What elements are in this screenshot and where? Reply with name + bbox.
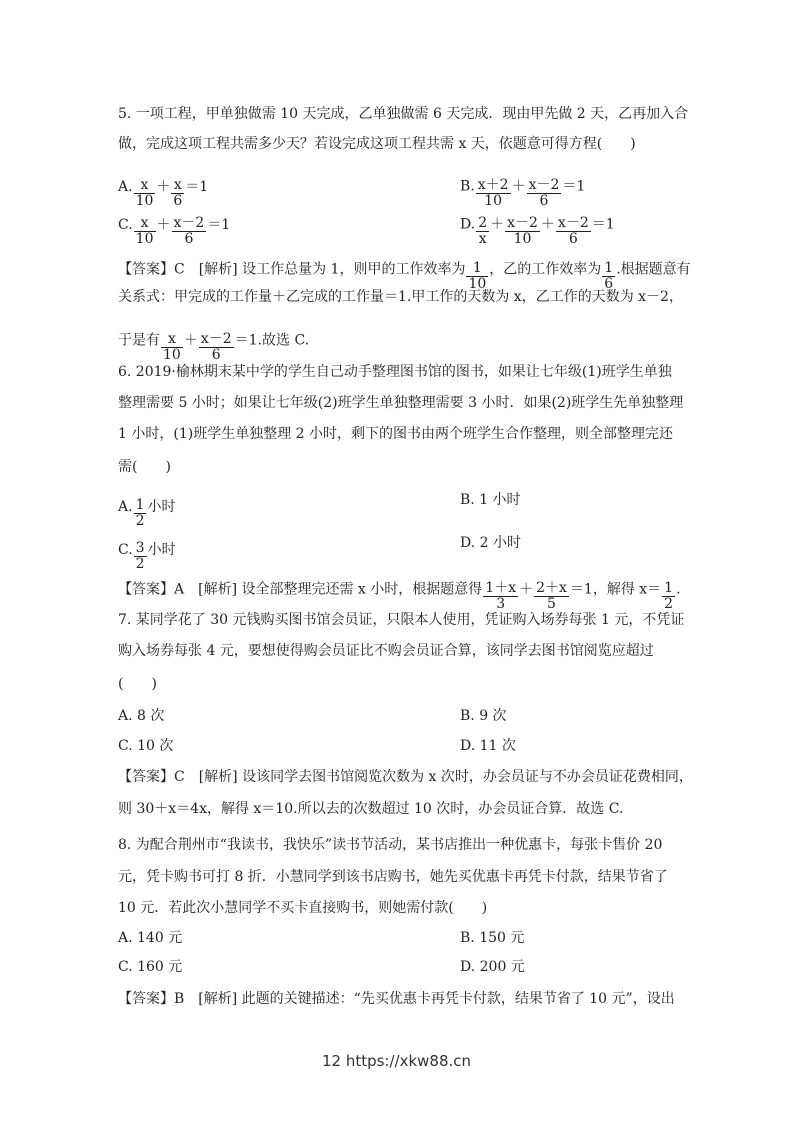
text-segment: 【答案】B [解析] 此题的关键描述：“先买优惠卡再凭卡付款，结果节省了 10 元”，设出 [118, 991, 675, 1007]
fraction [534, 581, 569, 612]
fraction-denominator: 5 [547, 596, 556, 612]
q6-stem-4 [118, 458, 171, 476]
text-segment: 元，凭卡购书可打 8 折．小慧同学到该书店购书，她先买优惠卡再凭卡付款，结果节省了 [118, 869, 668, 885]
fraction [527, 178, 562, 209]
fraction [134, 541, 147, 572]
fraction-numerator: x [161, 332, 183, 348]
text-segment: 关系式：甲完成的工作量＋乙完成的工作量＝1.甲工作的天数为 x，乙工作的天数为 x－2， [118, 289, 683, 305]
q5-options-cd [118, 209, 678, 247]
fraction [134, 498, 147, 529]
text-segment: D. 200 元 [460, 959, 525, 975]
fraction-denominator: 2 [135, 513, 145, 529]
fraction-denominator: 2 [664, 596, 674, 612]
fraction-denominator: 3 [496, 596, 506, 612]
fraction [476, 216, 489, 247]
fraction-numerator: x [134, 216, 156, 232]
option-left [118, 930, 182, 946]
q5-stem-2 [118, 135, 636, 153]
text-segment: A. 8 次 [118, 708, 165, 724]
fraction-denominator: 10 [468, 276, 487, 292]
option-right [460, 958, 525, 976]
fraction-denominator: 6 [604, 276, 614, 292]
fraction [134, 216, 156, 247]
text-segment: C. [118, 216, 133, 233]
fraction-numerator: 2＋x [536, 580, 567, 596]
fraction-denominator: 6 [568, 231, 578, 247]
text-segment: 做，完成这项工程共需多少天？若设完成这项工程共需 x 天，依题意可得方程( ) [118, 136, 636, 152]
q8-stem-2 [118, 868, 668, 886]
text-segment: 10 元．若此次小慧同学不买卡直接购书，则她需付款( ) [118, 900, 488, 916]
q6-stem-3 [118, 425, 673, 443]
text-segment: ( ) [118, 676, 157, 692]
fraction [476, 178, 511, 209]
q8-options-cd [118, 958, 678, 976]
fraction [483, 581, 518, 612]
q8-options-ab [118, 929, 678, 947]
fraction-numerator: x [134, 178, 156, 194]
option-right [460, 534, 521, 552]
text-segment: 6. 2019·榆林期末某中学的学生自己动手整理图书馆的图书，如果让七年级(1)班学生单独 [118, 364, 672, 380]
text-segment: 整理需要 5 小时；如果让七年级(2)班学生单独整理需要 3 小时．如果(2)班学生先单独整理 [118, 395, 684, 411]
q7-options-cd [118, 737, 678, 755]
text-segment: . [676, 581, 681, 598]
text-segment: .根据题意有 [616, 261, 691, 278]
option-right [460, 737, 516, 755]
fraction-denominator: 2 [135, 556, 145, 572]
fraction-numerator: x [171, 178, 184, 194]
text-segment: 【答案】A [解析] 设全部整理完还需 x 小时，根据题意得 [118, 581, 483, 598]
text-segment: 需( ) [118, 459, 171, 475]
q5-options-ab [118, 171, 678, 209]
text-segment: D. 2 小时 [460, 535, 521, 551]
q5-answer-1 [118, 254, 691, 292]
text-segment: A. 140 元 [118, 930, 183, 946]
text-segment: 于是有 [118, 332, 160, 349]
q8-stem-3 [118, 899, 487, 917]
fraction-numerator: 1 [466, 261, 488, 277]
text-segment: ＋ [519, 581, 534, 598]
q5-stem-1 [118, 105, 688, 123]
option-left [118, 497, 176, 529]
option-right [460, 929, 524, 947]
text-segment: 则 30＋x＝4x，解得 x＝10.所以去的次数超过 10 次时，办会员证合算．故选 C. [118, 801, 624, 817]
text-segment: 1 小时，(1)班学生单独整理 2 小时，剩下的图书由两个班学生合作整理，则全部整理完还 [118, 426, 673, 442]
q6-options-cd [118, 534, 678, 572]
fraction-numerator: x－2 [528, 177, 560, 193]
q5-answer-2 [118, 288, 683, 306]
text-segment: ＝1.故选 C. [234, 332, 310, 349]
fraction-numerator: x－2 [557, 215, 589, 231]
fraction-numerator: x－2 [200, 331, 232, 347]
q8-stem-1 [118, 836, 662, 854]
text-segment: B. 9 次 [460, 708, 507, 724]
fraction-numerator: 1＋x [485, 580, 517, 596]
fraction [172, 216, 207, 247]
text-segment: D. 11 次 [460, 738, 516, 754]
fraction-denominator: 6 [539, 193, 549, 209]
fraction-denominator: 10 [484, 193, 503, 209]
text-segment: ＋ [511, 178, 526, 195]
option-right [460, 707, 507, 725]
option-left [118, 540, 176, 572]
fraction-numerator: 2 [478, 215, 488, 231]
text-segment: ＋ [156, 216, 171, 233]
fraction-denominator: 6 [211, 347, 221, 363]
fraction [199, 332, 234, 363]
text-segment: B. 150 元 [460, 930, 525, 946]
fraction-numerator: x＋2 [477, 177, 509, 193]
fraction [505, 216, 540, 247]
text-segment: 【答案】C [解析] 设工作总量为 1，则甲的工作效率为 [118, 261, 466, 278]
text-segment: ，乙的工作效率为 [489, 261, 602, 278]
q7-answer-1 [118, 768, 693, 786]
fraction-numerator: 3 [135, 540, 145, 556]
page-footer: 12 https://xkw88.cn [321, 1052, 472, 1070]
fraction-numerator: 1 [664, 580, 674, 596]
option-left [118, 177, 209, 209]
text-segment: C. [118, 541, 133, 558]
q7-stem-1 [118, 611, 684, 629]
q8-answer-1 [118, 990, 675, 1008]
text-segment: 小时 [147, 541, 176, 558]
option-right [460, 209, 615, 247]
fraction-denominator: x [478, 231, 487, 247]
text-segment: ＋ [540, 216, 555, 233]
fraction-denominator: 6 [173, 193, 183, 209]
q7-answer-2 [118, 800, 623, 818]
option-right [460, 491, 521, 509]
text-segment: 购入场券每张 4 元，要想使得购会员证比不购会员证合算，该同学去图书馆阅览应超过 [118, 643, 654, 659]
fraction-denominator: 10 [513, 231, 532, 247]
option-left [118, 959, 182, 975]
text-segment: D. [460, 216, 476, 233]
text-segment: A. [118, 178, 133, 195]
text-segment: B. [460, 178, 475, 195]
fraction-numerator: 1 [135, 497, 145, 513]
text-segment: B. 1 小时 [460, 492, 521, 508]
fraction-denominator: 10 [163, 347, 181, 363]
text-segment: ＝1 [562, 178, 586, 195]
q6-stem-1 [118, 363, 672, 381]
q6-answer-1 [118, 574, 681, 612]
text-segment: ＝1，解得 x＝ [569, 581, 662, 598]
fraction-denominator: 10 [135, 193, 154, 209]
text-segment: 7. 某同学花了 30 元钱购买图书馆会员证，只限本人使用，凭证购入场券每张 1 元，不凭证 [118, 612, 685, 628]
text-segment: 小时 [147, 498, 176, 515]
fraction [134, 178, 156, 209]
fraction [662, 581, 675, 612]
text-segment: ＝1 [591, 216, 615, 233]
text-segment: C. 160 元 [118, 959, 183, 975]
text-segment: C. 10 次 [118, 738, 174, 754]
fraction-denominator: 6 [184, 231, 194, 247]
fraction [161, 332, 183, 363]
text-segment: ＋ [183, 332, 198, 349]
text-segment: A. [118, 498, 133, 515]
q5-answer-3 [118, 325, 310, 363]
text-segment: 【答案】C [解析] 设该同学去图书馆阅览次数为 x 次时，办会员证与不办会员证花费相同， [118, 769, 693, 785]
fraction-numerator: 1 [604, 260, 614, 276]
text-segment: 5. 一项工程，甲单独做需 10 天完成，乙单独做需 6 天完成．现由甲先做 2 天，乙再加入合 [118, 106, 689, 122]
fraction [171, 178, 184, 209]
option-left [118, 215, 231, 247]
fraction-numerator: x－2 [173, 215, 205, 231]
text-segment: ＝1 [185, 178, 209, 195]
q6-stem-2 [118, 394, 683, 412]
text-segment: 8. 为配合荆州市“我读书，我快乐”读书节活动，某书店推出一种优惠卡，每张卡售价 20 [118, 837, 663, 853]
q6-options-ab [118, 491, 678, 529]
fraction [556, 216, 591, 247]
option-right [460, 171, 586, 209]
text-segment: ＋ [490, 216, 505, 233]
fraction-numerator: x－2 [507, 215, 538, 231]
option-left [118, 708, 164, 724]
text-segment: ＋ [156, 178, 171, 195]
fraction-denominator: 10 [135, 231, 154, 247]
q7-stem-2 [118, 642, 654, 660]
q7-options-ab [118, 707, 678, 725]
text-segment: ＝1 [207, 216, 231, 233]
option-left [118, 738, 173, 754]
q7-stem-3 [118, 675, 157, 693]
